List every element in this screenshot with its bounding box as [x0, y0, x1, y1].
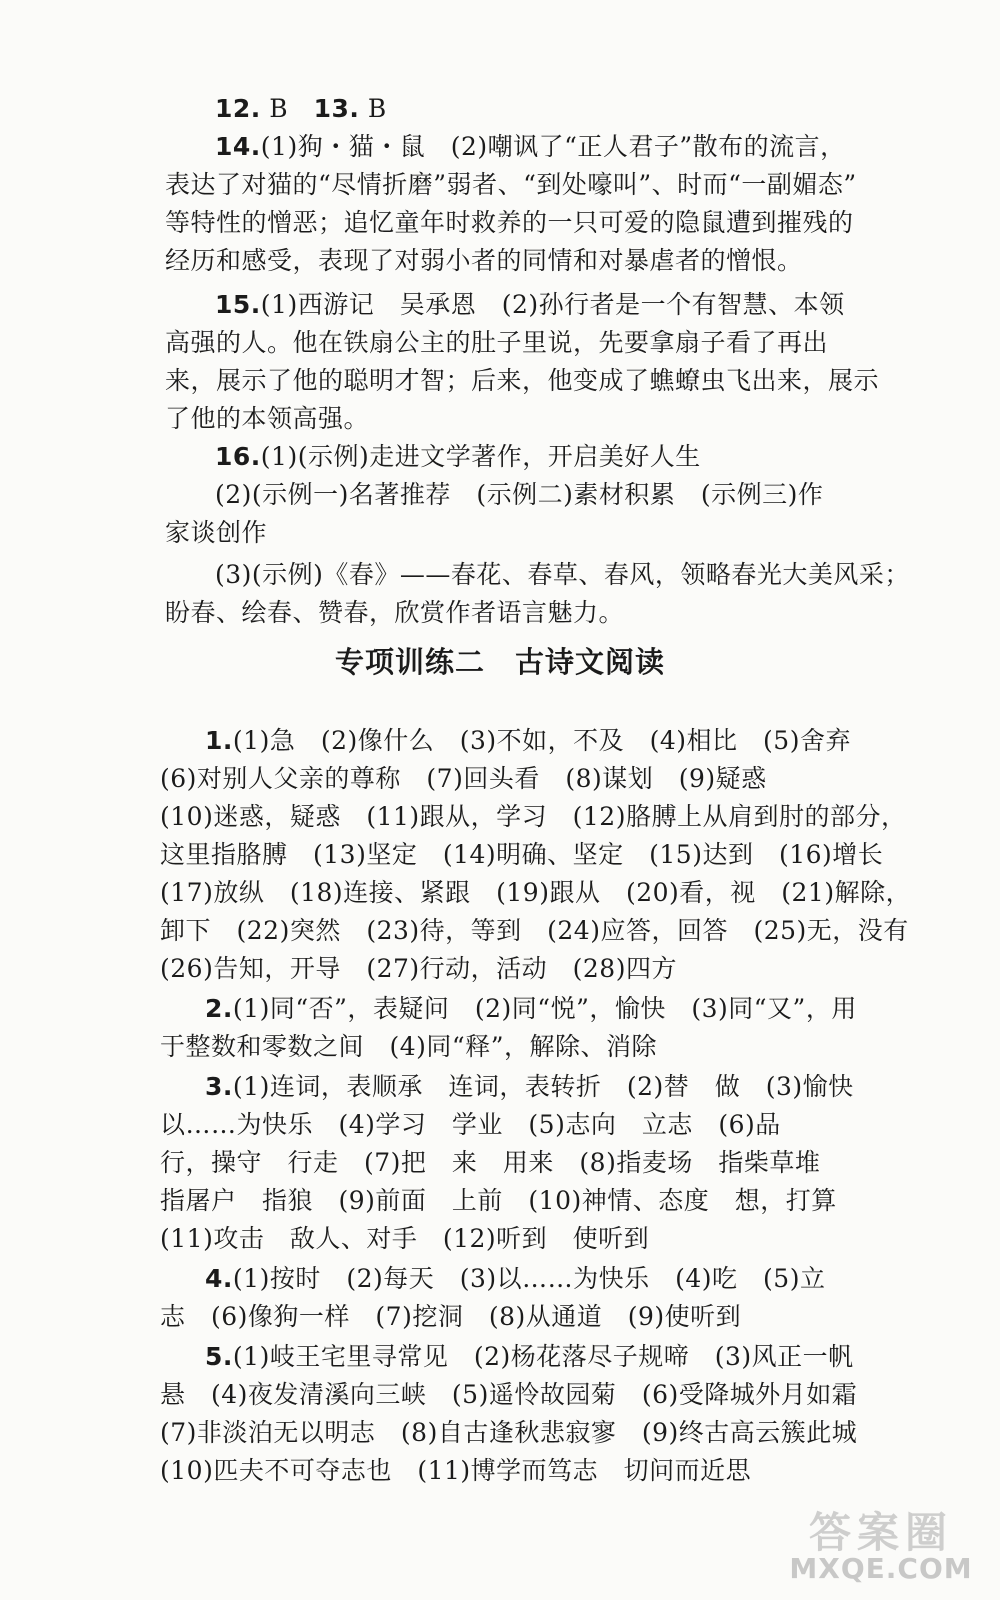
- answer-line: [205, 992, 857, 1026]
- answer-text: 经历和感受，表现了对弱小者的同情和对暴虐者的憎恨。: [165, 246, 803, 275]
- answer-line: [160, 1146, 820, 1180]
- answer-text: 悬 (4)夜发清溪向三峡 (5)遥怜故园菊 (6)受降城外月如霜: [160, 1380, 858, 1409]
- answer-line-12-13: [215, 92, 387, 126]
- answer-line: [215, 440, 701, 474]
- answer-text: 高强的人。他在铁扇公主的肚子里说，先要拿扇子看了再出: [165, 328, 829, 357]
- answer-text: (3)(示例)《春》——春花、春草、春风，领略春光大美风采；: [215, 560, 910, 589]
- answer-text: 指屠户 指狼 (9)前面 上前 (10)神情、态度 想，打算: [160, 1186, 837, 1215]
- question-number: 3.: [205, 1072, 233, 1101]
- answer-text: (6)对别人父亲的尊称 (7)回头看 (8)谋划 (9)疑惑: [160, 764, 767, 793]
- answer-line: [160, 876, 911, 910]
- answer-text: (1)狗・猫・鼠 (2)嘲讽了“正人君子”散布的流言，: [260, 132, 846, 161]
- answer-text: 盼春、绘春、赞春，欣赏作者语言魅力。: [165, 598, 625, 627]
- question-number: 1.: [205, 726, 233, 755]
- answer-text: 志 (6)像狗一样 (7)挖洞 (8)从通道 (9)使听到: [160, 1302, 742, 1331]
- answer-line: [160, 1030, 657, 1064]
- answer-line: [165, 326, 828, 360]
- answer-text: (10)匹夫不可夺志也 (11)博学而笃志 切问而近思: [160, 1456, 752, 1485]
- answer-text: 行，操守 行走 (7)把 来 用来 (8)指麦场 指柴草堆: [160, 1148, 821, 1177]
- watermark-url: MXQE.COM: [789, 1552, 973, 1585]
- answer-line: [205, 724, 851, 758]
- answer-line: [160, 952, 677, 986]
- answer-line: [160, 800, 906, 834]
- answer-line: [160, 1184, 837, 1218]
- question-number: 12.: [215, 94, 261, 123]
- question-number: 2.: [205, 994, 233, 1023]
- answer-line: [215, 558, 910, 592]
- answer-line: [215, 130, 846, 164]
- answer-line: [165, 364, 879, 398]
- answer-text: (1)按时 (2)每天 (3)以……为快乐 (4)吃 (5)立: [232, 1264, 826, 1293]
- answer-line: [160, 1222, 649, 1256]
- answer-text: 了他的本领高强。: [165, 404, 370, 433]
- answer-text: 卸下 (22)突然 (23)待，等到 (24)应答，回答 (25)无，没有: [160, 916, 909, 945]
- question-number: 16.: [215, 442, 261, 471]
- answer-text: (1)急 (2)像什么 (3)不如，不及 (4)相比 (5)舍弃: [232, 726, 851, 755]
- answer-text: (1)西游记 吴承恩 (2)孙行者是一个有智慧、本领: [260, 290, 845, 319]
- watermark-text: 答案圈: [808, 1508, 953, 1557]
- question-number: 14.: [215, 132, 261, 161]
- answer-text: B: [359, 94, 387, 123]
- answer-text: (26)告知，开导 (27)行动，活动 (28)四方: [160, 954, 677, 983]
- answer-text: (10)迷惑，疑惑 (11)跟从，学习 (12)胳膊上从肩到肘的部分，: [160, 802, 907, 831]
- answer-text: 于整数和零数之间 (4)同“释”，解除、消除: [160, 1032, 657, 1061]
- answer-line: [160, 1108, 781, 1142]
- answer-text: 这里指胳膊 (13)坚定 (14)明确、坚定 (15)达到 (16)增长: [160, 840, 884, 869]
- answer-line: [160, 914, 909, 948]
- answer-line: [160, 762, 767, 796]
- answer-line: [165, 596, 624, 630]
- section-heading: 专项训练二 古诗文阅读: [334, 645, 665, 679]
- answer-text: (1)同“否”，表疑问 (2)同“悦”，愉快 (3)同“又”，用: [232, 994, 857, 1023]
- answer-line: [215, 478, 823, 512]
- answer-text: (1)连词，表顺承 连词，表转折 (2)替 做 (3)愉快: [232, 1072, 854, 1101]
- answer-line: [160, 1416, 857, 1450]
- answer-line: [205, 1340, 854, 1374]
- answer-line: [205, 1262, 825, 1296]
- answer-text: 来，展示了他的聪明才智；后来，他变成了蟭蟟虫飞出来，展示: [165, 366, 880, 395]
- answer-line: [165, 168, 857, 202]
- watermark-logo: [776, 1500, 986, 1592]
- question-number: 5.: [205, 1342, 233, 1371]
- answer-line: [165, 402, 369, 436]
- answer-line: [205, 1070, 854, 1104]
- answer-text: (1)(示例)走进文学著作，开启美好人生: [260, 442, 701, 471]
- answer-line: [165, 516, 267, 550]
- answer-text: (2)(示例一)名著推荐 (示例二)素材积累 (示例三)作: [215, 480, 824, 509]
- answer-line: [165, 206, 854, 240]
- answer-line: [160, 1300, 741, 1334]
- answer-text: B: [260, 94, 314, 123]
- question-number: 13.: [313, 94, 360, 123]
- answer-line: [160, 1454, 751, 1488]
- question-number: 15.: [215, 290, 261, 319]
- answer-text: 以……为快乐 (4)学习 学业 (5)志向 立志 (6)品: [160, 1110, 781, 1139]
- answer-text: (1)岐王宅里寻常见 (2)杨花落尽子规啼 (3)风正一帆: [232, 1342, 854, 1371]
- answer-text: 家谈创作: [165, 518, 268, 547]
- answer-line: [160, 838, 883, 872]
- answer-text: (17)放纵 (18)连接、紧跟 (19)跟从 (20)看，视 (21)解除，: [160, 878, 912, 907]
- question-number: 4.: [205, 1264, 233, 1293]
- answer-line: [215, 288, 845, 322]
- answer-text: 等特性的憎恶；追忆童年时救养的一只可爱的隐鼠遭到摧残的: [165, 208, 854, 237]
- answer-text: 表达了对猫的“尽情折磨”弱者、“到处嚎叫”、时而“一副媚态”: [165, 170, 857, 199]
- answer-line: [165, 244, 803, 278]
- answer-text: (11)攻击 敌人、对手 (12)听到 使听到: [160, 1224, 650, 1253]
- answer-text: (7)非淡泊无以明志 (8)自古逢秋悲寂寥 (9)终古高云簇此城: [160, 1418, 858, 1447]
- answer-line: [160, 1378, 857, 1412]
